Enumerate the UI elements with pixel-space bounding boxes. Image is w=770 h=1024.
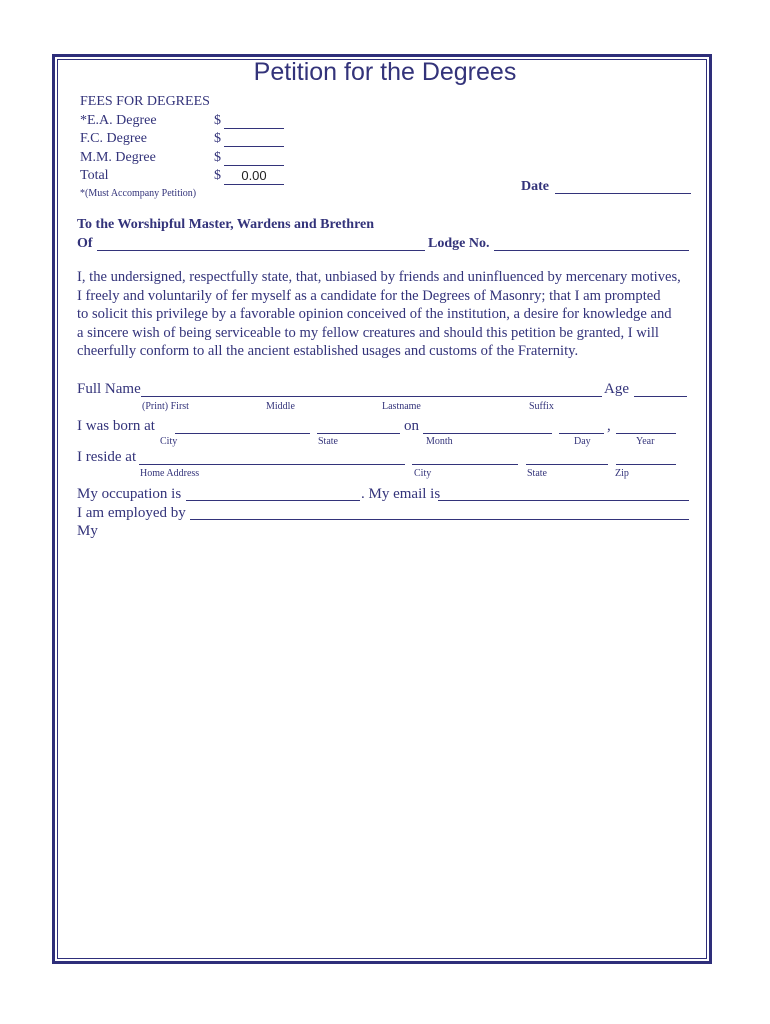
home-city-caption: City: [414, 468, 432, 479]
birth-city-caption: City: [160, 436, 178, 447]
fc-currency: $: [214, 131, 221, 146]
total-fee-field[interactable]: [224, 184, 284, 185]
occupation-label: My occupation is: [77, 486, 182, 502]
fees-note: *(Must Accompany Petition): [80, 188, 197, 199]
home-address-field[interactable]: [139, 464, 405, 465]
fc-fee-field[interactable]: [224, 146, 284, 147]
mm-degree-label: M.M. Degree: [80, 150, 156, 165]
birth-month-field[interactable]: [423, 433, 552, 434]
salutation: To the Worshipful Master, Wardens and Brethren: [77, 217, 375, 232]
date-comma: ,: [607, 418, 611, 434]
birth-label: I was born at: [77, 418, 155, 434]
home-state-field[interactable]: [526, 464, 608, 465]
my-label: My: [77, 523, 98, 539]
middle-name-caption: Middle: [266, 401, 295, 412]
statement-line: I freely and voluntarily of fer myself as a candidate for the Degrees of Masonry; that I am prompted: [77, 287, 661, 304]
suffix-caption: Suffix: [529, 401, 554, 412]
statement-line: I, the undersigned, respectfully state, that, unbiased by friends and uninfluenced by mercenary motives,: [77, 269, 681, 285]
birth-day-caption: Day: [574, 436, 591, 447]
lodge-name-field[interactable]: [97, 250, 425, 251]
home-zip-caption: Zip: [615, 468, 629, 479]
on-label: on: [404, 418, 419, 434]
lodge-number-field[interactable]: [494, 250, 689, 251]
date-field[interactable]: [555, 193, 691, 194]
statement-line: a sincere wish of being serviceable to my fellow creatures and should this petition be granted, I will: [77, 324, 659, 341]
home-city-field[interactable]: [412, 464, 518, 465]
total-fee-value: 0.00: [241, 168, 267, 183]
last-name-caption: Lastname: [382, 401, 421, 412]
statement-line: cheerfully conform to all the ancient established usages and customs of the Fraternity.: [77, 343, 579, 360]
ea-fee-field[interactable]: [224, 128, 284, 129]
ea-currency: $: [214, 113, 221, 128]
mm-fee-field[interactable]: [224, 165, 284, 166]
email-label: . My email is: [361, 486, 441, 502]
form-title: Petition for the Degrees: [253, 58, 517, 86]
fc-degree-label: F.C. Degree: [80, 131, 147, 146]
email-field[interactable]: [438, 500, 689, 501]
birth-day-field[interactable]: [559, 433, 604, 434]
lodge-no-label: Lodge No.: [428, 236, 490, 251]
birth-year-caption: Year: [636, 436, 655, 447]
total-currency: $: [214, 168, 221, 183]
full-name-label: Full Name: [77, 381, 141, 397]
of-label: Of: [77, 236, 93, 251]
employer-field[interactable]: [190, 519, 689, 520]
birth-city-field[interactable]: [175, 433, 310, 434]
total-label: Total: [80, 168, 109, 183]
first-name-caption: (Print) First: [142, 401, 189, 412]
home-zip-field[interactable]: [616, 464, 676, 465]
reside-label: I reside at: [77, 449, 137, 465]
statement-line: to solicit this privilege by a favorable opinion conceived of the institution, a desire for knowledge and: [77, 306, 672, 323]
birth-state-caption: State: [318, 436, 338, 447]
mm-currency: $: [214, 150, 221, 165]
birth-year-field[interactable]: [616, 433, 676, 434]
fees-heading: FEES FOR DEGREES: [80, 94, 210, 109]
ea-degree-label: *E.A. Degree: [80, 113, 157, 128]
employer-label: I am employed by: [77, 505, 186, 521]
date-label: Date: [521, 179, 549, 194]
birth-month-caption: Month: [426, 436, 453, 447]
age-label: Age: [604, 381, 629, 397]
age-field[interactable]: [634, 396, 687, 397]
petition-statement: [77, 268, 699, 361]
occupation-field[interactable]: [186, 500, 360, 501]
birth-state-field[interactable]: [317, 433, 400, 434]
full-name-field[interactable]: [141, 396, 602, 397]
home-address-caption: Home Address: [140, 468, 200, 479]
home-state-caption: State: [527, 468, 547, 479]
